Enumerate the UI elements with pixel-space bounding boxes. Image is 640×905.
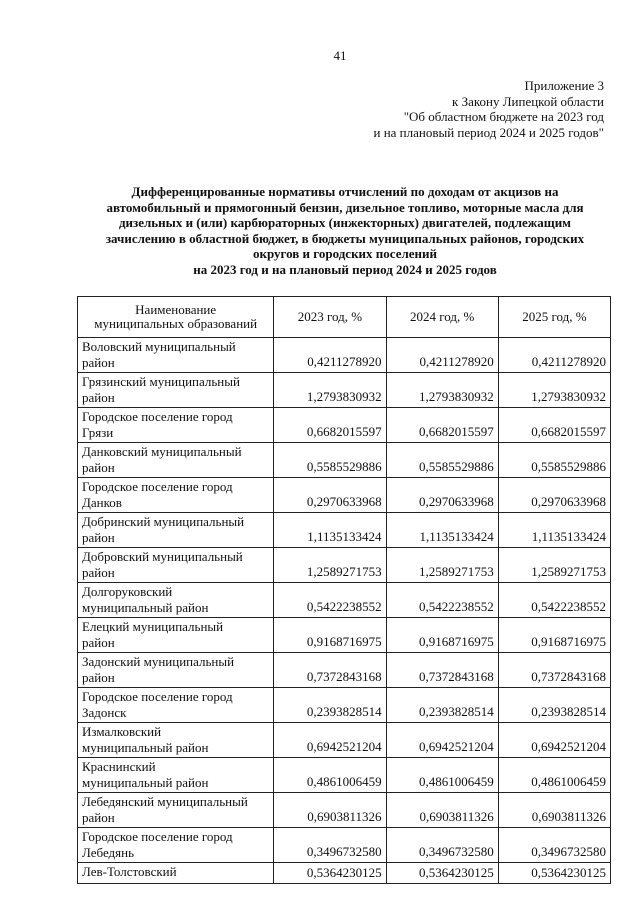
cell-municipality bbox=[78, 583, 274, 618]
table-row bbox=[78, 548, 611, 583]
cell-2025: 0,5585529886 bbox=[498, 443, 610, 478]
municipality-name-line: Городское поселение город bbox=[82, 829, 233, 844]
cell-2023: 0,2970633968 bbox=[274, 478, 386, 513]
cell-2024: 0,6682015597 bbox=[386, 408, 498, 443]
table-row bbox=[78, 583, 611, 618]
table-row bbox=[78, 828, 611, 863]
cell-2025: 0,4211278920 bbox=[498, 338, 610, 373]
municipality-name-line: Долгоруковский bbox=[82, 584, 173, 599]
cell-2025: 0,7372843168 bbox=[498, 653, 610, 688]
municipality-name-line: Городское поселение город bbox=[82, 409, 233, 424]
municipality-name-line: район bbox=[82, 809, 115, 825]
cell-2024: 0,6942521204 bbox=[386, 723, 498, 758]
cell-2023: 0,2393828514 bbox=[274, 688, 386, 723]
cell-2024: 0,2393828514 bbox=[386, 688, 498, 723]
cell-2024: 0,7372843168 bbox=[386, 653, 498, 688]
cell-2023: 0,6942521204 bbox=[274, 723, 386, 758]
header-name-line: муниципальных образований bbox=[94, 316, 258, 331]
cell-2024: 1,1135133424 bbox=[386, 513, 498, 548]
cell-municipality bbox=[78, 793, 274, 828]
municipality-name-line: Воловский муниципальный bbox=[82, 339, 236, 354]
cell-2024: 0,4861006459 bbox=[386, 758, 498, 793]
cell-2023: 0,3496732580 bbox=[274, 828, 386, 863]
cell-municipality bbox=[78, 548, 274, 583]
cell-2024: 0,5585529886 bbox=[386, 443, 498, 478]
municipality-name-line: Городское поселение город bbox=[82, 689, 233, 704]
municipality-name-line: Грязи bbox=[82, 424, 114, 440]
cell-municipality bbox=[78, 513, 274, 548]
table-row bbox=[78, 373, 611, 408]
cell-municipality bbox=[78, 338, 274, 373]
cell-municipality bbox=[78, 478, 274, 513]
cell-2024: 0,6903811326 bbox=[386, 793, 498, 828]
title-line: округов и городских поселений bbox=[252, 246, 438, 261]
municipality-name-line: Краснинский bbox=[82, 759, 156, 774]
cell-municipality bbox=[78, 653, 274, 688]
header-2024: 2024 год, % bbox=[386, 297, 498, 338]
cell-2024: 0,3496732580 bbox=[386, 828, 498, 863]
cell-2025: 1,2589271753 bbox=[498, 548, 610, 583]
municipality-name-line: муниципальный район bbox=[82, 774, 209, 790]
table-body bbox=[78, 338, 611, 884]
cell-municipality bbox=[78, 408, 274, 443]
municipality-name-line: Елецкий муниципальный bbox=[82, 619, 224, 634]
cell-municipality bbox=[78, 618, 274, 653]
table-row bbox=[78, 618, 611, 653]
cell-2025: 1,1135133424 bbox=[498, 513, 610, 548]
municipality-name-line: Измалковский bbox=[82, 724, 162, 739]
header-name bbox=[78, 297, 274, 338]
table-row bbox=[78, 688, 611, 723]
table-row bbox=[78, 863, 611, 884]
cell-2023: 0,5364230125 bbox=[274, 863, 386, 884]
appendix-line: и на плановый период 2024 и 2025 годов" bbox=[373, 124, 604, 140]
municipality-name-line: муниципальный район bbox=[82, 599, 209, 615]
cell-2023: 0,6903811326 bbox=[274, 793, 386, 828]
table-row bbox=[78, 513, 611, 548]
cell-2025: 0,5364230125 bbox=[498, 863, 610, 884]
cell-municipality bbox=[78, 373, 274, 408]
cell-municipality bbox=[78, 828, 274, 863]
title-line: на 2023 год и на плановый период 2024 и 2025 годов bbox=[193, 261, 497, 277]
municipality-name-line: Задонский муниципальный bbox=[82, 654, 235, 669]
cell-municipality bbox=[78, 723, 274, 758]
cell-municipality bbox=[78, 443, 274, 478]
cell-2024: 0,4211278920 bbox=[386, 338, 498, 373]
cell-2024: 1,2793830932 bbox=[386, 373, 498, 408]
table-row bbox=[78, 723, 611, 758]
municipality-name-line: район bbox=[82, 459, 115, 475]
cell-2025: 0,5422238552 bbox=[498, 583, 610, 618]
title-line: зачислению в областной бюджет, в бюджеты муниципальных районов, городских bbox=[105, 230, 585, 246]
header-2023: 2023 год, % bbox=[274, 297, 386, 338]
municipality-name-line: Лев-Толстовский bbox=[82, 864, 177, 879]
cell-2023: 1,1135133424 bbox=[274, 513, 386, 548]
municipality-name-line: Добринский муниципальный bbox=[82, 514, 245, 529]
municipality-name-line: Добровский муниципальный bbox=[82, 549, 243, 564]
municipality-name-line: муниципальный район bbox=[82, 739, 209, 755]
cell-municipality bbox=[78, 688, 274, 723]
document-title bbox=[80, 184, 610, 277]
table-row bbox=[78, 443, 611, 478]
table-header-row bbox=[78, 297, 611, 338]
municipality-name-line: район bbox=[82, 564, 115, 580]
cell-2025: 0,4861006459 bbox=[498, 758, 610, 793]
cell-2023: 0,6682015597 bbox=[274, 408, 386, 443]
table-row bbox=[78, 408, 611, 443]
cell-2023: 0,9168716975 bbox=[274, 618, 386, 653]
title-line: Дифференцированные нормативы отчислений по доходам от акцизов на bbox=[131, 184, 559, 199]
cell-2025: 0,2970633968 bbox=[498, 478, 610, 513]
cell-2025: 0,9168716975 bbox=[498, 618, 610, 653]
cell-2023: 0,4211278920 bbox=[274, 338, 386, 373]
municipality-name-line: Грязинский муниципальный bbox=[82, 374, 240, 389]
appendix-note bbox=[373, 78, 604, 140]
cell-2025: 0,6903811326 bbox=[498, 793, 610, 828]
appendix-line: Приложение 3 bbox=[524, 78, 604, 93]
municipality-name-line: район bbox=[82, 669, 115, 685]
cell-municipality bbox=[78, 758, 274, 793]
table-row bbox=[78, 758, 611, 793]
municipality-name-line: район bbox=[82, 634, 115, 650]
title-line: дизельных и (или) карбюраторных (инжекторных) двигателей, подлежащим bbox=[118, 215, 572, 230]
norms-table bbox=[77, 296, 611, 884]
cell-2025: 0,6942521204 bbox=[498, 723, 610, 758]
page-number: 41 bbox=[333, 48, 347, 63]
cell-2025: 1,2793830932 bbox=[498, 373, 610, 408]
title-line: автомобильный и прямогонный бензин, дизельное топливо, моторные масла для bbox=[106, 199, 584, 215]
cell-2024: 0,5364230125 bbox=[386, 863, 498, 884]
table-row bbox=[78, 793, 611, 828]
cell-2025: 0,3496732580 bbox=[498, 828, 610, 863]
cell-2025: 0,6682015597 bbox=[498, 408, 610, 443]
cell-2024: 0,5422238552 bbox=[386, 583, 498, 618]
cell-2023: 1,2589271753 bbox=[274, 548, 386, 583]
appendix-line: "Об областном бюджете на 2023 год bbox=[403, 109, 604, 124]
cell-2025: 0,2393828514 bbox=[498, 688, 610, 723]
cell-2023: 0,7372843168 bbox=[274, 653, 386, 688]
appendix-line: к Закону Липецкой области bbox=[452, 93, 604, 109]
cell-2023: 1,2793830932 bbox=[274, 373, 386, 408]
header-2025: 2025 год, % bbox=[498, 297, 610, 338]
cell-municipality bbox=[78, 863, 274, 884]
table-row bbox=[78, 653, 611, 688]
municipality-name-line: Задонск bbox=[82, 704, 127, 720]
municipality-name-line: Городское поселение город bbox=[82, 479, 233, 494]
cell-2023: 0,5585529886 bbox=[274, 443, 386, 478]
cell-2023: 0,5422238552 bbox=[274, 583, 386, 618]
municipality-name-line: район bbox=[82, 529, 115, 545]
cell-2024: 1,2589271753 bbox=[386, 548, 498, 583]
table-row bbox=[78, 478, 611, 513]
cell-2024: 0,9168716975 bbox=[386, 618, 498, 653]
table-row bbox=[78, 338, 611, 373]
municipality-name-line: Лебедянский муниципальный bbox=[82, 794, 248, 809]
municipality-name-line: район bbox=[82, 389, 115, 405]
cell-2024: 0,2970633968 bbox=[386, 478, 498, 513]
municipality-name-line: Данков bbox=[82, 494, 122, 510]
municipality-name-line: Данковский муниципальный bbox=[82, 444, 242, 459]
cell-2023: 0,4861006459 bbox=[274, 758, 386, 793]
header-name-line: Наименование bbox=[135, 302, 217, 317]
municipality-name-line: Лебедянь bbox=[82, 844, 135, 860]
municipality-name-line: район bbox=[82, 354, 115, 370]
